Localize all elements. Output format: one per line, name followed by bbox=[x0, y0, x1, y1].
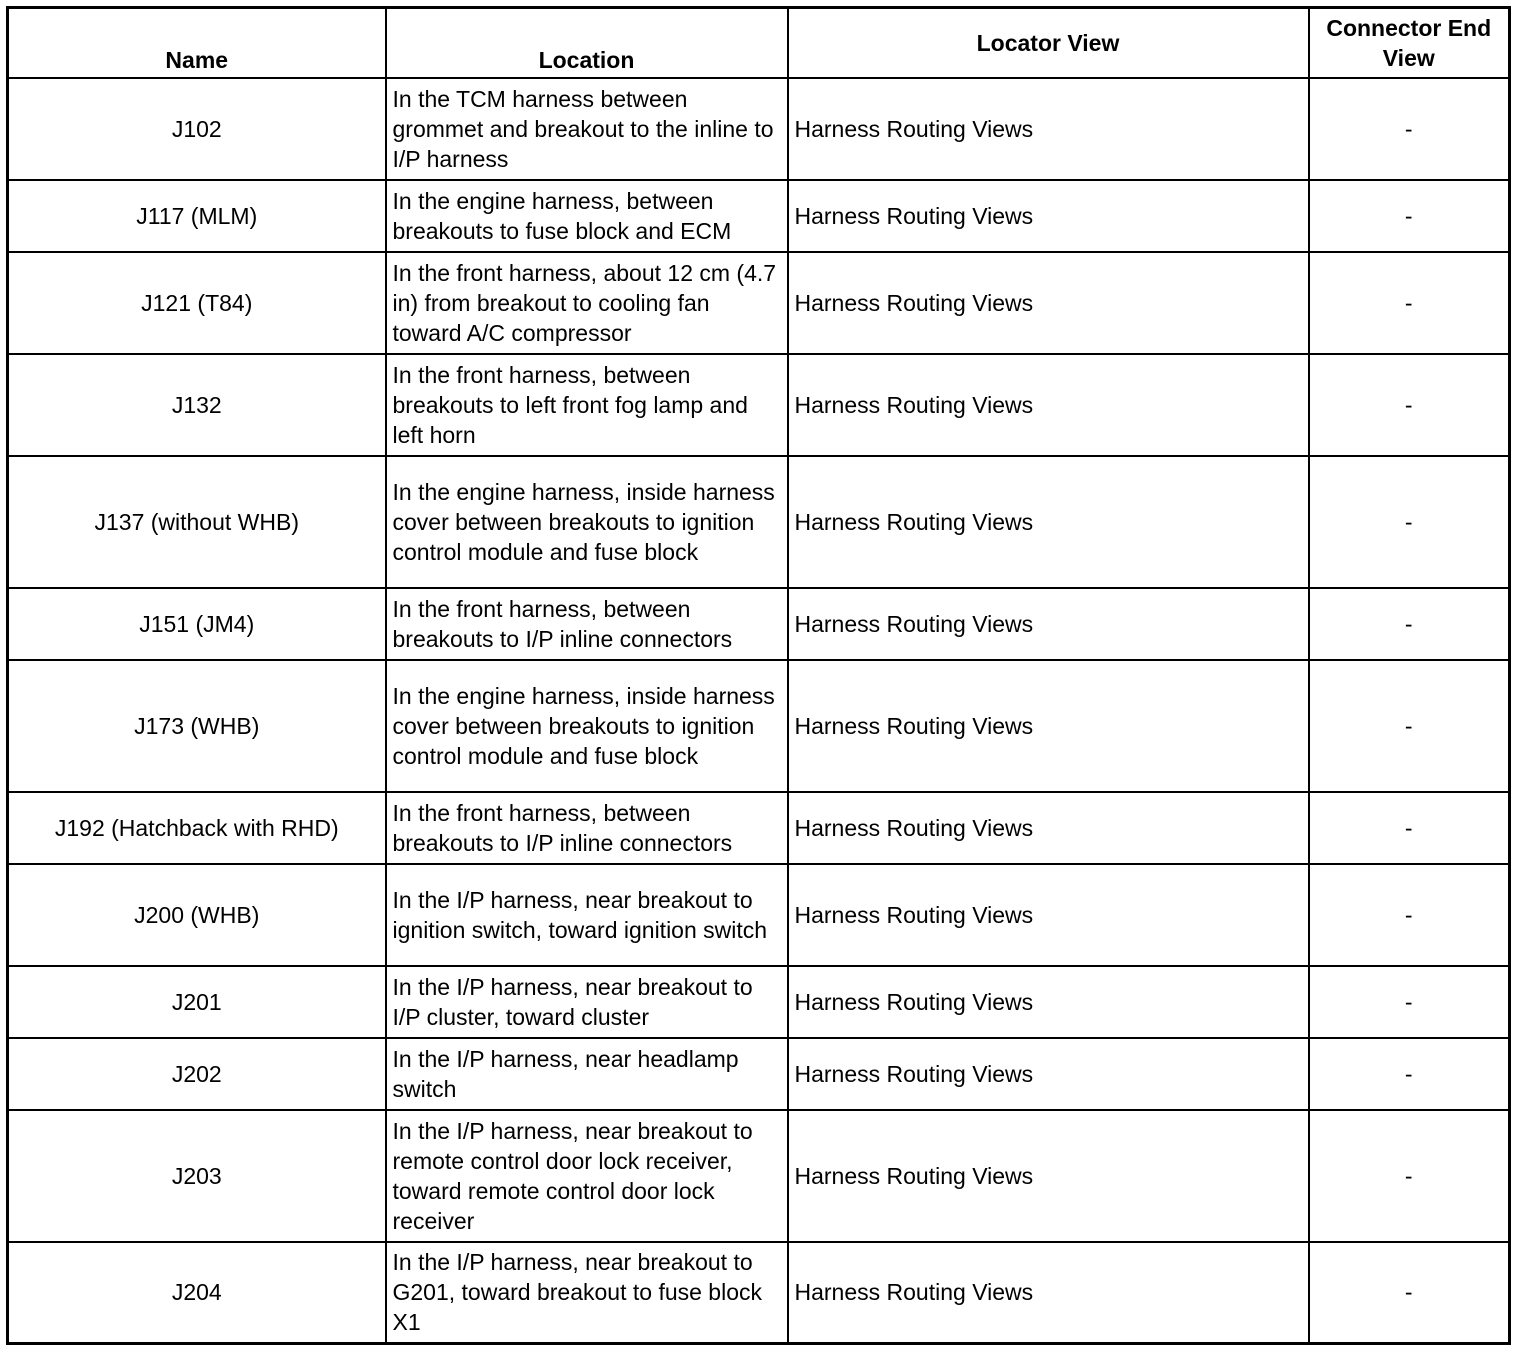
cell-name: J192 (Hatchback with RHD) bbox=[8, 792, 386, 864]
cell-name: J137 (without WHB) bbox=[8, 456, 386, 588]
table-row bbox=[8, 456, 1510, 588]
cell-name: J203 bbox=[8, 1110, 386, 1242]
cell-connector-end-view: - bbox=[1309, 180, 1510, 252]
header-locator-view: Locator View bbox=[788, 8, 1309, 78]
cell-connector-end-view: - bbox=[1309, 660, 1510, 792]
cell-name: J173 (WHB) bbox=[8, 660, 386, 792]
cell-location: In the front harness, about 12 cm (4.7 in) from breakout to cooling fan toward A/C compressor bbox=[386, 252, 788, 354]
cell-connector-end-view: - bbox=[1309, 1038, 1510, 1110]
header-location: Location bbox=[386, 8, 788, 78]
header-row bbox=[8, 8, 1510, 78]
table-row bbox=[8, 78, 1510, 180]
cell-name: J204 bbox=[8, 1242, 386, 1344]
cell-location: In the front harness, between breakouts to I/P inline connectors bbox=[386, 588, 788, 660]
cell-locator-view: Harness Routing Views bbox=[788, 966, 1309, 1038]
cell-location: In the front harness, between breakouts to left front fog lamp and left horn bbox=[386, 354, 788, 456]
table-row bbox=[8, 354, 1510, 456]
cell-locator-view: Harness Routing Views bbox=[788, 1242, 1309, 1344]
table-row bbox=[8, 252, 1510, 354]
header-connector-end-view: Connector End View bbox=[1309, 8, 1510, 78]
cell-location: In the I/P harness, near headlamp switch bbox=[386, 1038, 788, 1110]
cell-location: In the I/P harness, near breakout to remote control door lock receiver, toward remote control door lock receiver bbox=[386, 1110, 788, 1242]
table-row bbox=[8, 864, 1510, 966]
cell-locator-view: Harness Routing Views bbox=[788, 660, 1309, 792]
cell-location: In the I/P harness, near breakout to I/P cluster, toward cluster bbox=[386, 966, 788, 1038]
cell-connector-end-view: - bbox=[1309, 354, 1510, 456]
cell-locator-view: Harness Routing Views bbox=[788, 354, 1309, 456]
cell-connector-end-view: - bbox=[1309, 456, 1510, 588]
cell-name: J117 (MLM) bbox=[8, 180, 386, 252]
cell-locator-view: Harness Routing Views bbox=[788, 456, 1309, 588]
cell-location: In the engine harness, inside harness cover between breakouts to ignition control module and fuse block bbox=[386, 456, 788, 588]
cell-connector-end-view: - bbox=[1309, 1242, 1510, 1344]
cell-location: In the engine harness, inside harness cover between breakouts to ignition control module and fuse block bbox=[386, 660, 788, 792]
cell-name: J151 (JM4) bbox=[8, 588, 386, 660]
cell-locator-view: Harness Routing Views bbox=[788, 1110, 1309, 1242]
table-row bbox=[8, 966, 1510, 1038]
cell-connector-end-view: - bbox=[1309, 252, 1510, 354]
cell-location: In the front harness, between breakouts to I/P inline connectors bbox=[386, 792, 788, 864]
cell-connector-end-view: - bbox=[1309, 1110, 1510, 1242]
table-row bbox=[8, 588, 1510, 660]
cell-locator-view: Harness Routing Views bbox=[788, 588, 1309, 660]
cell-name: J200 (WHB) bbox=[8, 864, 386, 966]
table-row bbox=[8, 660, 1510, 792]
cell-location: In the I/P harness, near breakout to ignition switch, toward ignition switch bbox=[386, 864, 788, 966]
table-row bbox=[8, 1110, 1510, 1242]
splice-location-table bbox=[6, 6, 1511, 1345]
cell-name: J201 bbox=[8, 966, 386, 1038]
cell-locator-view: Harness Routing Views bbox=[788, 252, 1309, 354]
header-name: Name bbox=[8, 8, 386, 78]
table-row bbox=[8, 180, 1510, 252]
cell-connector-end-view: - bbox=[1309, 588, 1510, 660]
table-row bbox=[8, 1038, 1510, 1110]
cell-locator-view: Harness Routing Views bbox=[788, 792, 1309, 864]
cell-locator-view: Harness Routing Views bbox=[788, 1038, 1309, 1110]
cell-name: J121 (T84) bbox=[8, 252, 386, 354]
cell-name: J102 bbox=[8, 78, 386, 180]
cell-locator-view: Harness Routing Views bbox=[788, 864, 1309, 966]
cell-location: In the I/P harness, near breakout to G201, toward breakout to fuse block X1 bbox=[386, 1242, 788, 1344]
cell-connector-end-view: - bbox=[1309, 864, 1510, 966]
cell-location: In the engine harness, between breakouts to fuse block and ECM bbox=[386, 180, 788, 252]
cell-connector-end-view: - bbox=[1309, 792, 1510, 864]
cell-name: J132 bbox=[8, 354, 386, 456]
table-row bbox=[8, 792, 1510, 864]
cell-name: J202 bbox=[8, 1038, 386, 1110]
cell-locator-view: Harness Routing Views bbox=[788, 180, 1309, 252]
cell-connector-end-view: - bbox=[1309, 966, 1510, 1038]
cell-location: In the TCM harness between grommet and breakout to the inline to I/P harness bbox=[386, 78, 788, 180]
cell-connector-end-view: - bbox=[1309, 78, 1510, 180]
table-row bbox=[8, 1242, 1510, 1344]
table-body bbox=[8, 78, 1510, 1344]
cell-locator-view: Harness Routing Views bbox=[788, 78, 1309, 180]
